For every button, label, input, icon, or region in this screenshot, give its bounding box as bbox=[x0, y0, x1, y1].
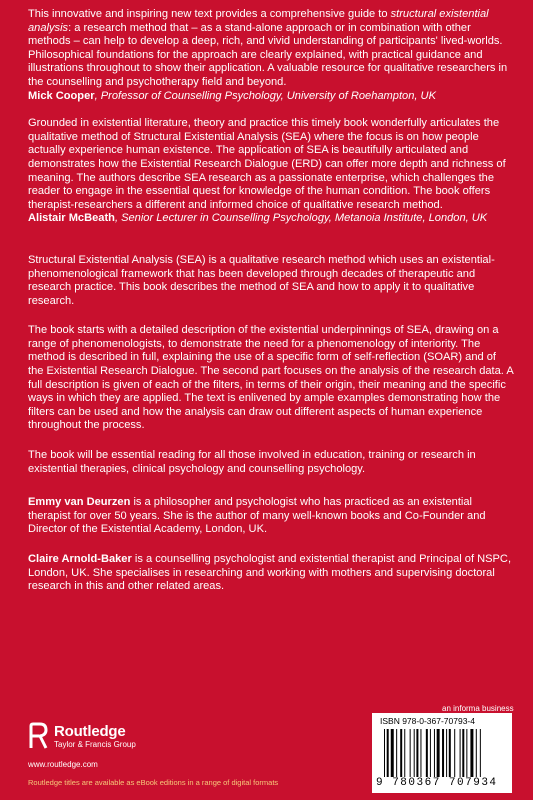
author-bio-1 bbox=[28, 496, 514, 537]
reviewer-name: Mick Cooper bbox=[28, 89, 95, 102]
reviewer-role: , Professor of Counselling Psychology, University of Roehampton, UK bbox=[94, 89, 436, 102]
description-para-3: The book will be essential reading for all those involved in education, training or research in existential therapies, clinical psychology and counselling psychology. bbox=[28, 449, 476, 475]
review-text-rest: : a research method that – as a stand-alone approach or in combination with other methods – can help to develop a deep, rich, and vivid understanding of participants' lived-worlds. Philosophical foundations for the approach are clearly explained, with practical guidance and illustrations throughout to show their application. A valuable resource for qualitative researchers in the counselling and psychotherapy field and beyond. bbox=[28, 21, 508, 88]
review-text: This innovative and inspiring new text provides a comprehensive guide to bbox=[28, 8, 391, 20]
publisher-logo bbox=[28, 722, 136, 750]
author-bio-text: is a counselling psychologist and existential therapist and Principal of NSPC, London, UK. She specialises in researching and working with mothers and supervising doctoral research in this and other related areas. bbox=[28, 553, 512, 593]
reviewer-role: , Senior Lecturer in Counselling Psychology, Metanoia Institute, London, UK bbox=[114, 212, 488, 225]
routledge-logo-icon bbox=[28, 722, 48, 750]
author-bio-text: is a philosopher and psychologist who has practiced as an existential therapist for over 50 years. She is the author of many well-known books and Co-Founder and Director of the Existential Academy, London, UK. bbox=[28, 496, 486, 536]
author-name: Emmy van Deurzen bbox=[28, 496, 131, 509]
review-2-attribution bbox=[28, 212, 514, 226]
barcode-number: 9 780367 707934 bbox=[376, 777, 498, 789]
review-1 bbox=[28, 8, 514, 90]
review-1-attribution bbox=[28, 90, 514, 104]
reviewer-name: Alistair McBeath bbox=[28, 212, 115, 225]
publisher-wordmark bbox=[54, 724, 136, 749]
barcode-icon bbox=[384, 729, 502, 777]
isbn-barcode bbox=[372, 713, 512, 793]
author-name: Claire Arnold-Baker bbox=[28, 553, 132, 565]
publisher-website[interactable]: www.routledge.com bbox=[28, 760, 98, 769]
isbn-label: ISBN 978-0-367-70793-4 bbox=[380, 716, 475, 726]
description-para-2: The book starts with a detailed description of the existential underpinnings of SEA, drawing on a range of phenomenologists, to demonstrate the need for a phenomenology of interiority. The method is described in full, explaining the use of a specific form of self-reflection (SOAR) and of the Existential Research Dialogue. The second part focuses on the analysis of the research data. A full description is given of each of the filters, in terms of their origin, their meaning and the specific ways in which they are applied. The text is enlivened by ample examples demonstrating how the filters can be used and how the analysis can draw out different aspects of human experience throughout the process. bbox=[28, 324, 514, 432]
review-text: Grounded in existential literature, theory and practice this timely book wonderfully articulates the qualitative method of Structural Existential Analysis (SEA) where the focus is on how people actually experience human existence. The application of SEA is beautifully articulated and demonstrates how the Existential Research Dialogue (ERD) can offer more depth and richness of meaning. The authors describe SEA research as a passionate enterprise, which challenges the reader to engage in the essential quest for knowledge of the human condition. The book offers therapist-researchers a different and informed choice of qualitative research method. bbox=[28, 117, 506, 211]
description-para-1: Structural Existential Analysis (SEA) is a qualitative research method which uses an existential-phenomenological framework that has been developed through decades of therapeutic and research practice. This book describes the method of SEA and how to apply it to qualitative research. bbox=[28, 253, 495, 307]
ebook-note: Routledge titles are available as eBook editions in a range of digital formats bbox=[28, 778, 279, 787]
publisher-name: Routledge bbox=[54, 722, 126, 740]
back-cover-text bbox=[28, 8, 514, 594]
review-emphasis: structural existential analysis bbox=[28, 8, 489, 34]
author-bio-2 bbox=[28, 553, 514, 594]
review-2 bbox=[28, 117, 514, 212]
informa-tagline: an informa business bbox=[442, 704, 514, 713]
publisher-group: Taylor & Francis Group bbox=[54, 739, 136, 749]
